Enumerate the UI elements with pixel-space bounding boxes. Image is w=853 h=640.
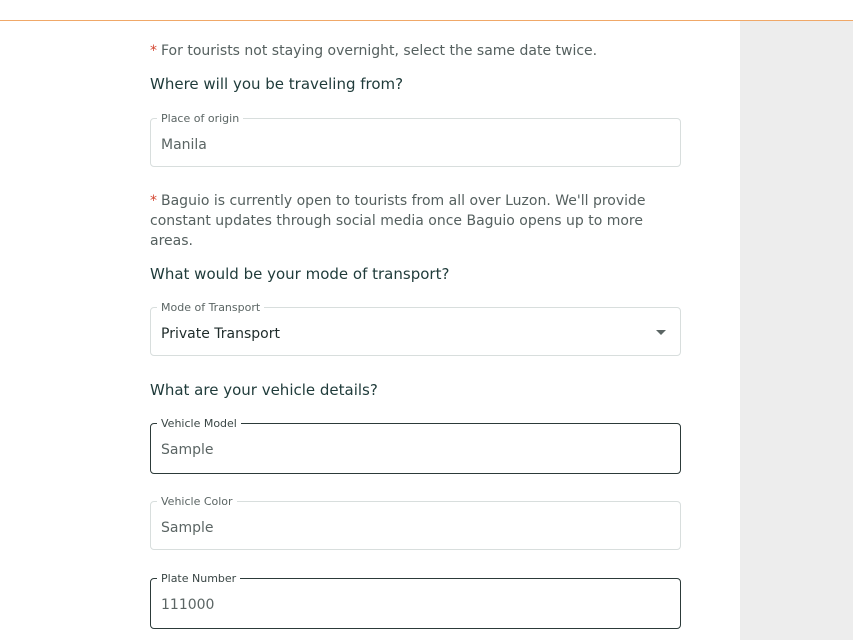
origin-question: Where will you be traveling from? (150, 75, 404, 93)
top-header-bar (0, 0, 853, 21)
plate-number-input[interactable]: 111000 (161, 597, 215, 613)
vehicle-question: What are your vehicle details? (150, 381, 378, 399)
same-date-note-text: For tourists not staying overnight, select the same date twice. (161, 43, 598, 59)
mode-of-transport-value[interactable]: Private Transport (161, 326, 280, 342)
place-of-origin-label: Place of origin (157, 112, 243, 125)
page-background (740, 0, 853, 640)
chevron-down-icon[interactable] (656, 330, 666, 335)
mode-of-transport-select[interactable] (150, 301, 681, 356)
vehicle-color-field[interactable] (150, 495, 681, 550)
same-date-note (150, 41, 690, 61)
required-asterisk: * (150, 193, 157, 209)
place-of-origin-input[interactable]: Manila (161, 137, 207, 153)
plate-number-label: Plate Number (157, 572, 240, 585)
luzon-note (150, 191, 690, 251)
luzon-note-text: Baguio is currently open to tourists from all over Luzon. We'll provide constant updates through social media once Baguio opens up to more areas. (150, 193, 646, 249)
vehicle-model-input[interactable]: Sample (161, 442, 214, 458)
vehicle-color-label: Vehicle Color (157, 495, 237, 508)
required-asterisk: * (150, 43, 157, 59)
vehicle-model-field[interactable] (150, 417, 681, 474)
place-of-origin-field[interactable] (150, 112, 681, 167)
mode-of-transport-label: Mode of Transport (157, 301, 264, 314)
vehicle-color-input[interactable]: Sample (161, 520, 214, 536)
transport-question: What would be your mode of transport? (150, 265, 450, 283)
vehicle-model-label: Vehicle Model (157, 417, 241, 430)
plate-number-field[interactable] (150, 572, 681, 629)
